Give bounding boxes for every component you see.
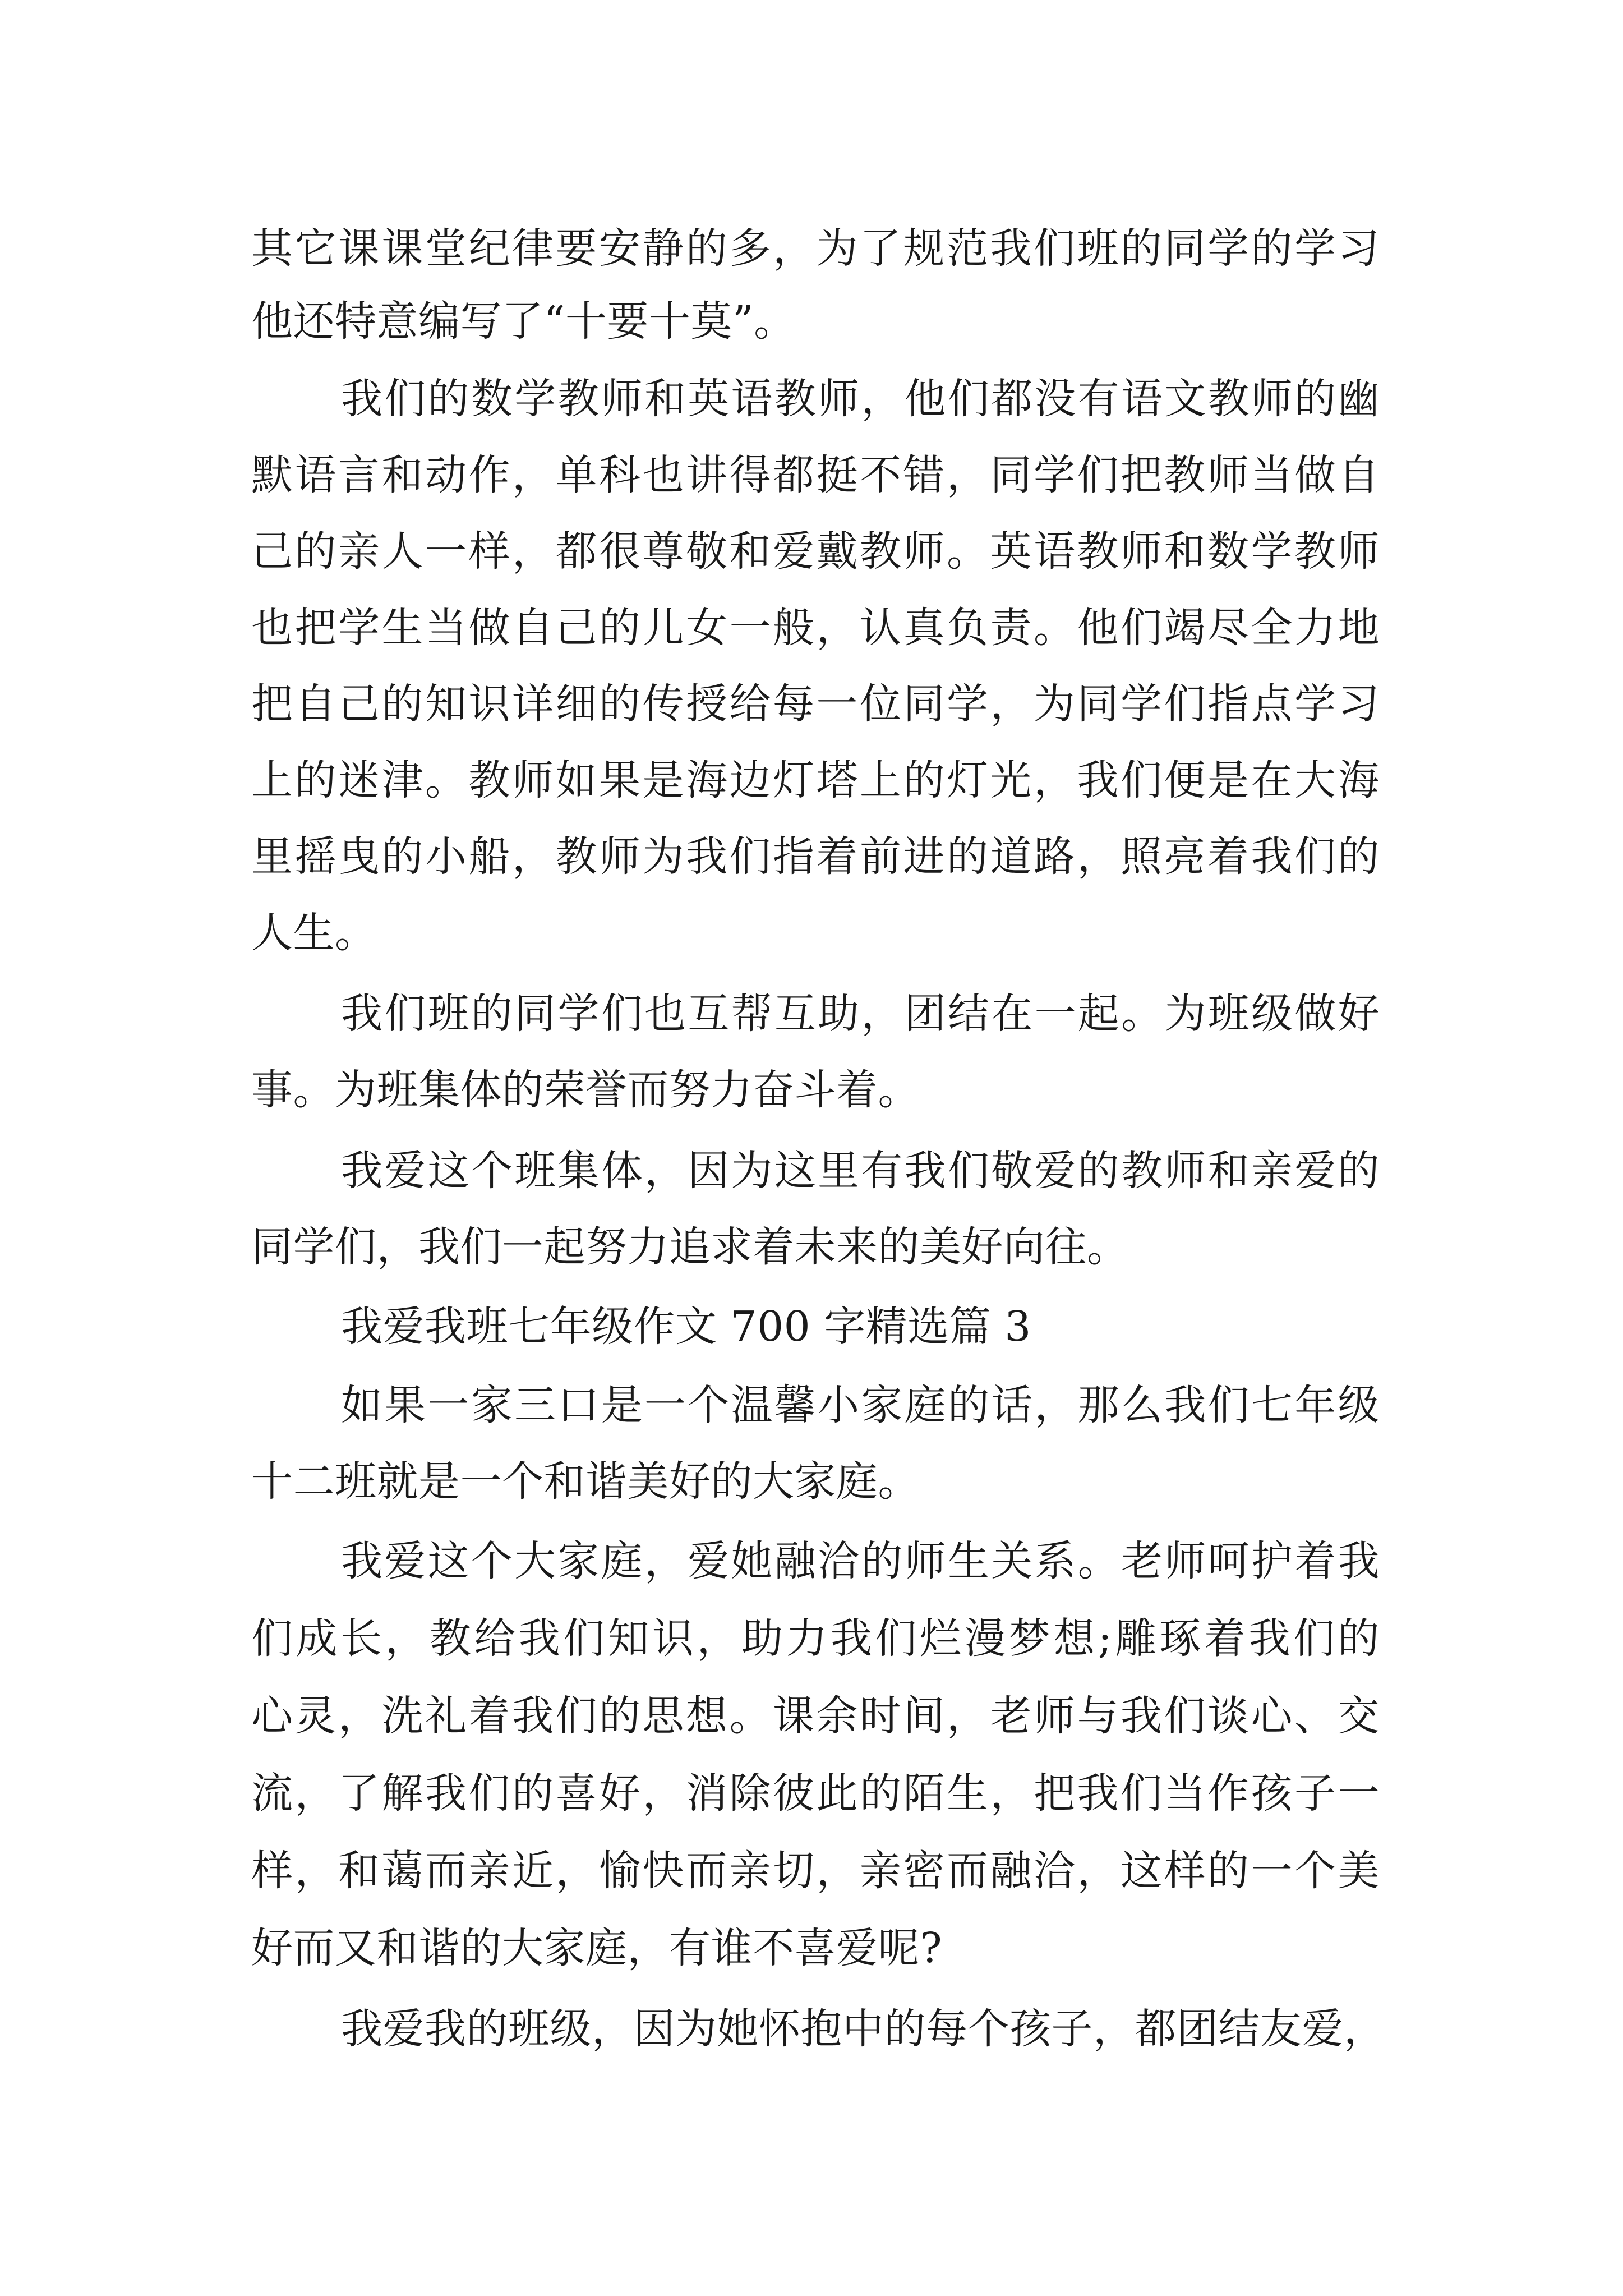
text-line: 十二班就是一个和谐美好的大家庭。 [251, 1457, 920, 1506]
text-line: 人生。 [251, 909, 377, 957]
text-line: 心灵，洗礼着我们的思想。课余时间，老师与我们谈心、交 [251, 1692, 1380, 1740]
text-line: 好而又和谐的大家庭，有谁不喜爱呢? [251, 1924, 943, 1972]
text-line: 我们的数学教师和英语教师，他们都没有语文教师的幽 [341, 375, 1380, 423]
text-line: 我爱我的班级，因为她怀抱中的每个孩子，都团结友爱， [341, 2005, 1386, 2053]
text-line: 里摇曳的小船，教师为我们指着前进的道路，照亮着我们的 [251, 832, 1380, 881]
text-line: 己的亲人一样，都很尊敬和爱戴教师。英语教师和数学教师 [251, 527, 1380, 576]
text-line: 如果一家三口是一个温馨小家庭的话，那么我们七年级 [341, 1381, 1380, 1429]
text-line: 们成长，教给我们知识，助力我们烂漫梦想;雕琢着我们的 [251, 1614, 1380, 1663]
text-line: 把自己的知识详细的传授给每一位同学，为同学们指点学习 [251, 680, 1380, 728]
text-line: 样，和蔼而亲近，愉快而亲切，亲密而融洽，这样的一个美 [251, 1847, 1380, 1895]
text-line: 也把学生当做自己的儿女一般，认真负责。他们竭尽全力地 [251, 604, 1380, 652]
text-line: 流，了解我们的喜好，消除彼此的陌生，把我们当作孩子一 [251, 1769, 1380, 1818]
text-line: 上的迷津。教师如果是海边灯塔上的灯光，我们便是在大海 [251, 756, 1380, 804]
text-line: 他还特意编写了“十要十莫”。 [251, 297, 796, 346]
section-heading: 我爱我班七年级作文 700 字精选篇 3 [341, 1303, 1031, 1351]
text-line: 事。为班集体的荣誉而努力奋斗着。 [251, 1066, 920, 1114]
text-line: 其它课课堂纪律要安静的多，为了规范我们班的同学的学习 [251, 224, 1380, 273]
text-line: 默语言和动作，单科也讲得都挺不错，同学们把教师当做自 [251, 451, 1380, 499]
text-line: 同学们，我们一起努力追求着未来的美好向往。 [251, 1223, 1129, 1271]
text-line: 我爱这个班集体，因为这里有我们敬爱的教师和亲爱的 [341, 1147, 1380, 1195]
text-line: 我爱这个大家庭，爱她融洽的师生关系。老师呵护着我 [341, 1537, 1380, 1585]
text-line: 我们班的同学们也互帮互助，团结在一起。为班级做好 [341, 990, 1380, 1038]
